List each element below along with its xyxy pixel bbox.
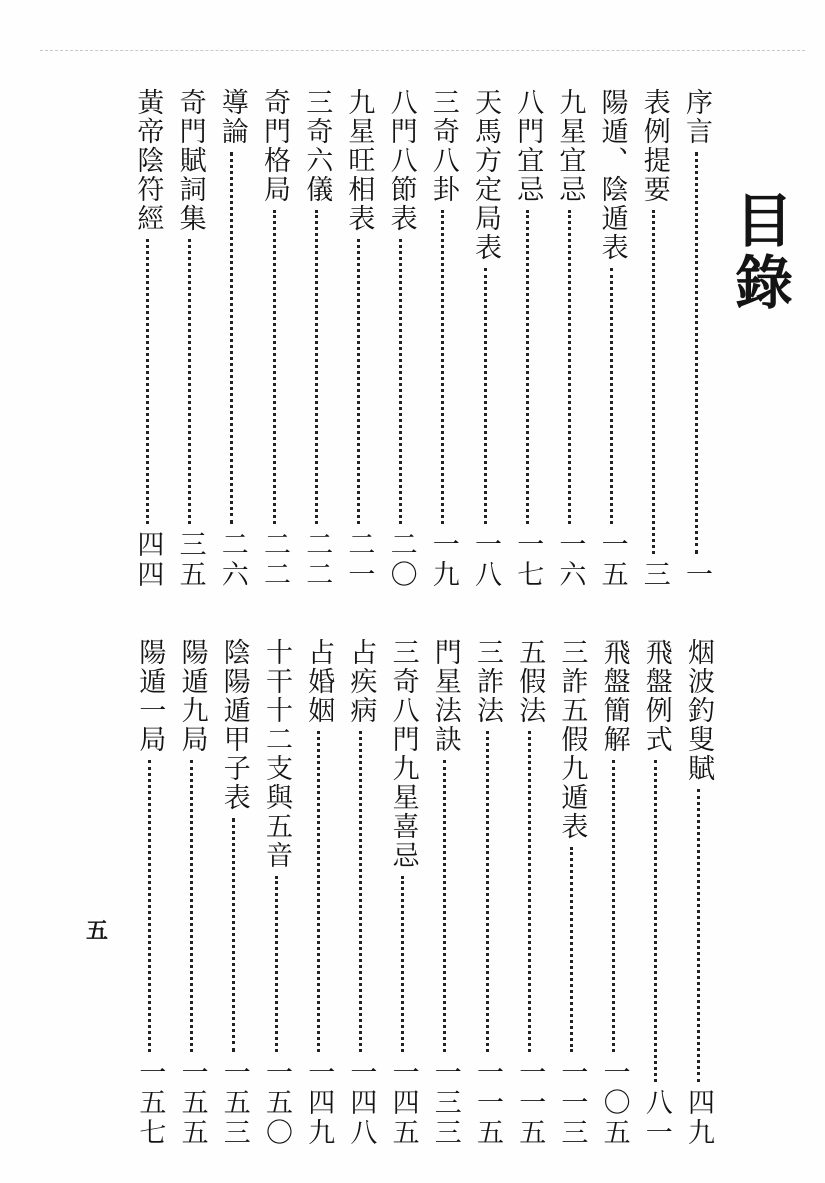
toc-entry	[256, 638, 296, 1148]
toc-entry	[338, 88, 378, 590]
toc-entry-page: 一三三	[429, 1058, 461, 1148]
toc-entry	[551, 638, 591, 1148]
toc-entry-title: 奇門格局	[259, 88, 290, 204]
toc-entry-title: 陰陽遁甲子表	[218, 638, 250, 812]
toc-entry-page: 二二	[301, 530, 333, 590]
toc-entry-title: 九星旺相表	[343, 88, 375, 233]
toc-entry	[296, 88, 336, 590]
toc-entry	[549, 88, 589, 590]
toc-entry-title: 陽遁、陰遁表	[596, 88, 628, 262]
dot-leader	[570, 847, 573, 1052]
toc-entry-title: 天馬方定局表	[470, 88, 501, 262]
toc-entry	[594, 638, 634, 1148]
dot-leader	[486, 731, 489, 1052]
toc-entry-title: 陽遁九局	[176, 638, 208, 754]
toc-entry	[172, 638, 212, 1148]
toc-entry-page: 二〇	[385, 530, 417, 590]
toc-entry	[636, 638, 676, 1148]
toc-entry-page: 一四八	[345, 1058, 377, 1148]
toc-entry-page: 一一三	[556, 1058, 588, 1148]
toc-entry	[381, 88, 421, 590]
toc-entry-title: 導論	[216, 88, 248, 146]
toc-entry	[507, 88, 547, 590]
dot-leader	[443, 760, 446, 1052]
dot-leader	[441, 210, 444, 524]
toc-entry-title: 三奇八門九星喜忌	[387, 638, 419, 870]
toc-entry-title: 九星宜忌	[554, 88, 586, 204]
dot-leader	[652, 210, 655, 554]
toc-entry-page: 一五七	[134, 1058, 166, 1148]
toc-entry	[467, 638, 507, 1148]
dot-leader	[357, 239, 360, 524]
toc-entry-page: 一八	[470, 530, 501, 590]
toc-entry	[127, 88, 167, 590]
toc-entry-page: 四九	[683, 1088, 714, 1148]
toc-entry-page: 一九	[427, 530, 459, 590]
toc-entry	[214, 638, 254, 1148]
dot-leader	[568, 210, 571, 524]
dot-leader	[399, 239, 402, 524]
toc-entry	[298, 638, 338, 1148]
toc-entry-page: 二六	[216, 530, 248, 590]
toc-entry-page: 一六	[554, 530, 586, 590]
page-number: 五	[86, 918, 109, 944]
dot-leader	[697, 789, 700, 1082]
toc-entry	[340, 638, 380, 1148]
toc-entry-title: 占婚姻	[303, 638, 335, 725]
toc-entry-page: 四四	[132, 530, 164, 590]
toc-entry-page: 一	[681, 560, 712, 590]
dot-leader	[232, 818, 235, 1052]
toc-entry-page: 一七	[512, 530, 544, 590]
toc-entry	[676, 88, 716, 590]
dot-leader	[317, 731, 320, 1052]
dot-leader	[190, 760, 193, 1052]
dot-leader	[401, 876, 404, 1052]
toc-entry-page: 二一	[343, 530, 375, 590]
toc-entry-page: 一四五	[387, 1058, 419, 1148]
toc-entry-page: 一五五	[176, 1058, 208, 1148]
toc-entry-title: 十干十二支與五音	[261, 638, 292, 870]
toc-entry-title: 三奇八卦	[427, 88, 459, 204]
toc-entry-title: 門星法訣	[429, 638, 461, 754]
toc-heading: 目錄	[725, 190, 793, 314]
dot-leader	[610, 268, 613, 524]
toc-entry	[678, 638, 718, 1148]
dot-leader	[359, 731, 362, 1052]
toc-entry-page: 八一	[640, 1088, 672, 1148]
toc-entry	[465, 88, 505, 590]
toc-entry-page: 一五三	[218, 1058, 250, 1148]
toc-entry	[129, 638, 169, 1148]
toc-entry-page: 一〇五	[598, 1058, 630, 1148]
toc-entry	[254, 88, 294, 590]
dot-leader	[230, 152, 233, 524]
toc-entry	[383, 638, 423, 1148]
dot-leader	[612, 760, 615, 1052]
dot-leader	[148, 760, 151, 1052]
toc-entry-title: 表例提要	[638, 88, 670, 204]
toc-entry-title: 五假法	[514, 638, 546, 725]
toc-entry	[423, 88, 463, 590]
toc-entry	[634, 88, 674, 590]
dot-leader	[526, 210, 529, 524]
toc-entry-page: 二二	[259, 530, 290, 590]
toc-entry-title: 序言	[681, 88, 712, 146]
dot-leader	[188, 239, 191, 524]
toc-entry-page: 三五	[174, 530, 206, 590]
toc-entry-title: 黃帝陰符經	[132, 88, 164, 233]
toc-entry-title: 三詐五假九遁表	[556, 638, 588, 841]
toc-entry-title: 奇門賦詞集	[174, 88, 206, 233]
dot-leader	[275, 876, 278, 1052]
dot-leader	[146, 239, 149, 524]
toc-entry	[212, 88, 252, 590]
toc-entry-title: 八門宜忌	[512, 88, 544, 204]
toc-entry-title: 三奇六儀	[301, 88, 333, 204]
toc-entry	[425, 638, 465, 1148]
toc-entry-page: 一四九	[303, 1058, 335, 1148]
scan-edge-line	[40, 50, 805, 51]
dot-leader	[273, 210, 276, 524]
toc-entry-page: 一五〇	[261, 1058, 292, 1148]
toc-entry-title: 占疾病	[345, 638, 377, 725]
toc-entry-title: 烟波釣叟賦	[683, 638, 714, 783]
dot-leader	[654, 760, 657, 1082]
toc-entry-page: 一一五	[514, 1058, 546, 1148]
toc-entry-page: 三	[638, 560, 670, 590]
toc-entry	[509, 638, 549, 1148]
toc-entry-title: 飛盤例式	[640, 638, 672, 754]
dot-leader	[315, 210, 318, 524]
toc-entry-title: 陽遁一局	[134, 638, 166, 754]
toc-entry	[592, 88, 632, 590]
toc-entry-page: 一一五	[472, 1058, 503, 1148]
dot-leader	[695, 152, 698, 554]
toc-entry-title: 八門八節表	[385, 88, 417, 233]
toc-entry-page: 一五	[596, 530, 628, 590]
toc-entry-title: 飛盤簡解	[598, 638, 630, 754]
toc-entry-title: 三詐法	[472, 638, 503, 725]
toc-entry	[170, 88, 210, 590]
dot-leader	[484, 268, 487, 524]
dot-leader	[528, 731, 531, 1052]
